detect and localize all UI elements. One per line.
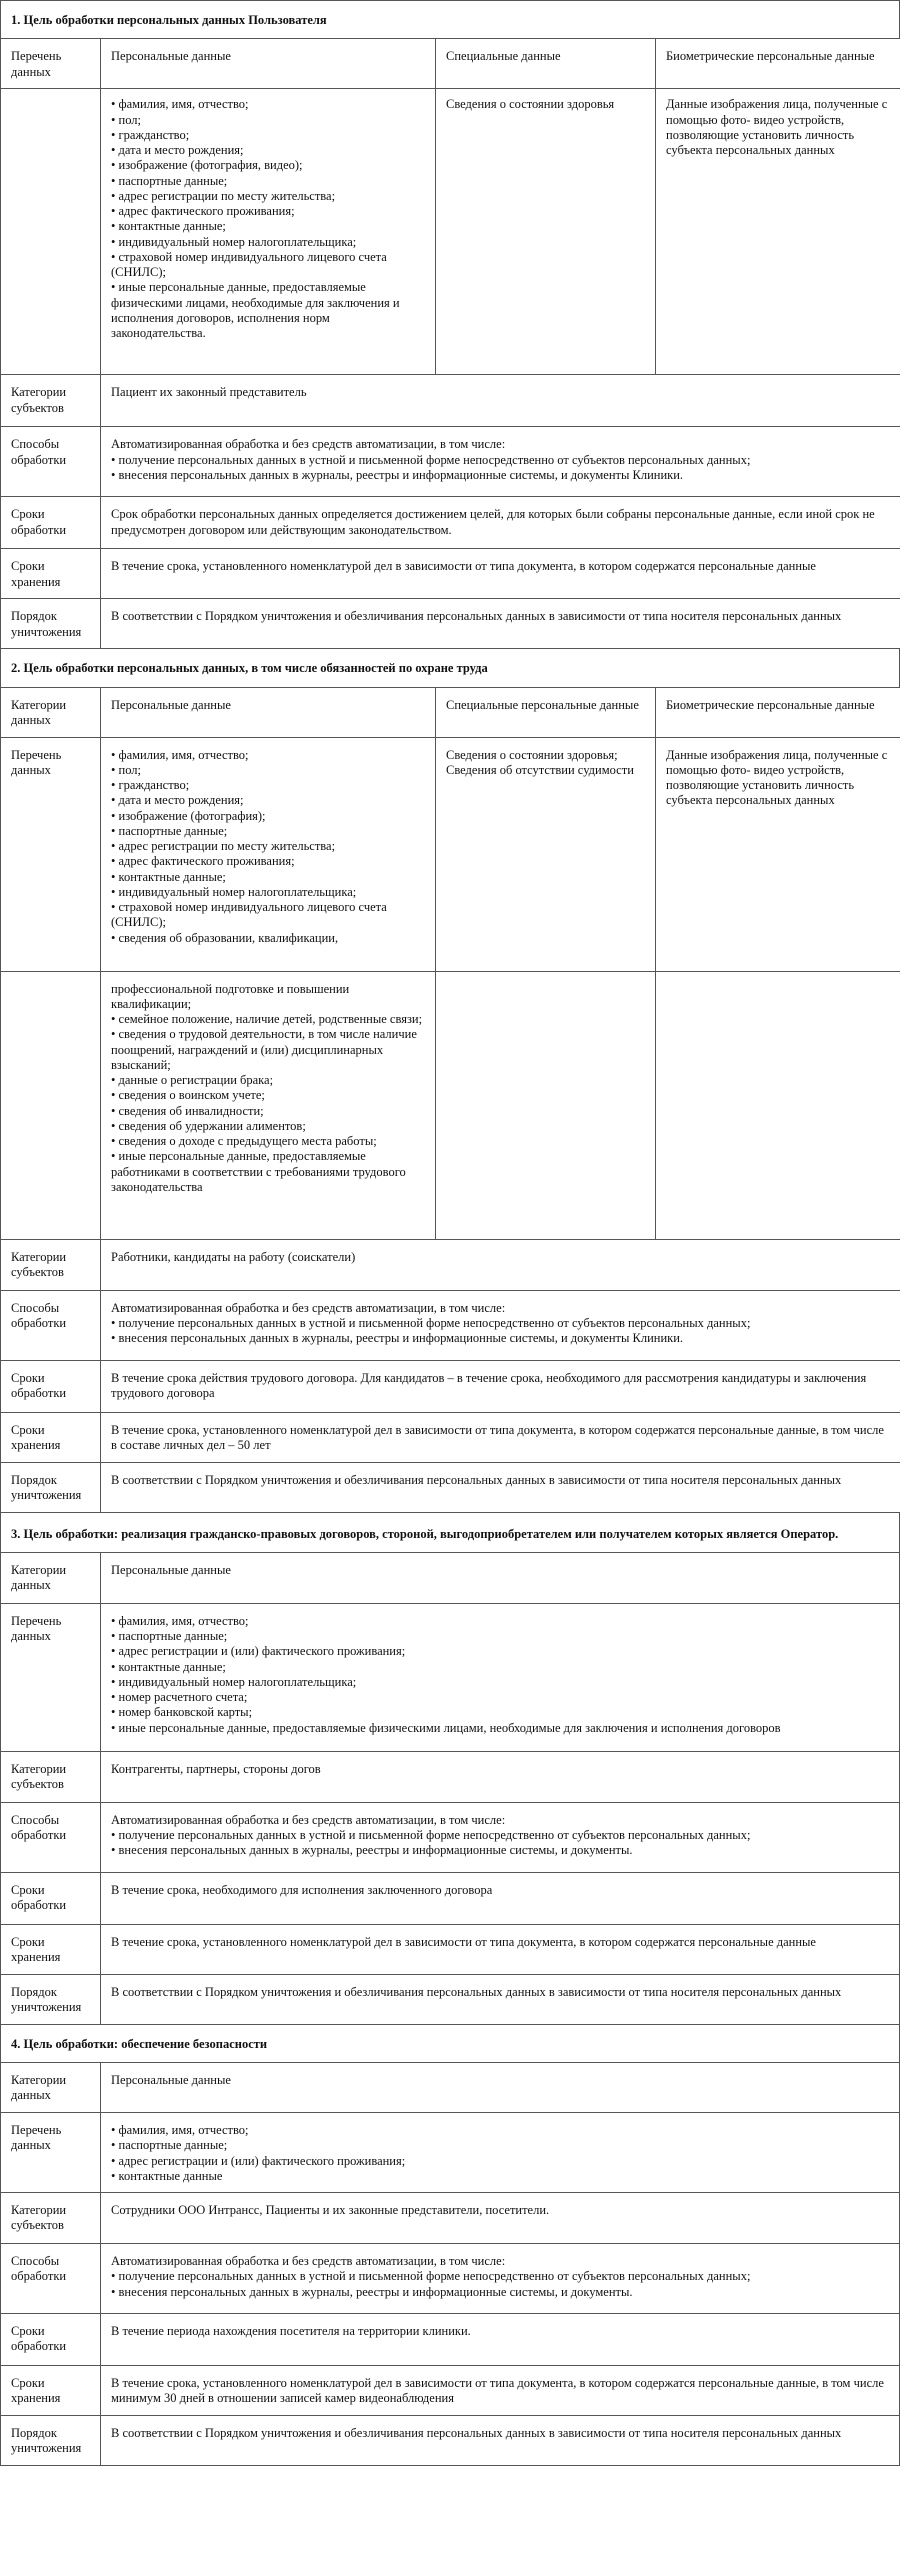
s4-destruction-text: В соответствии с Порядком уничтожения и обезличивания персональных данных в зависимости от типа носителя персональных данных xyxy=(101,2416,900,2466)
s3-storage-term-text: В течение срока, установленного номенклатурой дел в зависимости от типа документа, в котором содержатся персональные данные xyxy=(101,1924,900,1974)
s3-pd-list: • фамилия, имя, отчество; • паспортные данные; • адрес регистрации и (или) фактического проживания; • контактные данные; • индивидуальный номер налогоплательщика; • номер расчетного счета; • номер банковской карты; • иные персональные данные, предоставляемые физическими лицами, необходимые для заключения и исполнения договоров xyxy=(101,1603,900,1751)
s2-empty-label xyxy=(1,971,101,1239)
s2-categories-label: Категории субъектов xyxy=(1,1239,101,1290)
s2-pd-list-part1: • фамилия, имя, отчество; • пол; • гражданство; • дата и место рождения; • изображение (фотография); • паспортные данные; • адрес регистрации по месту жительства; • адрес фактического проживания; • контактные данные; • индивидуальный номер налогоплательщика; • страховой номер индивидуального лицевого счета (СНИЛС); • сведения об образовании, квалификации, xyxy=(101,737,436,971)
s4-methods-text: Автоматизированная обработка и без средств автоматизации, в том числе: • получение персональных данных в устной и письменной форме непосредственно от субъектов персональных данных; • внесения персональных данных в журналы, реестры и информационные системы, и документы. xyxy=(101,2244,900,2314)
section-1-title: 1. Цель обработки персональных данных Пользователя xyxy=(0,0,900,38)
s2-processing-term-label: Сроки обработки xyxy=(1,1360,101,1412)
section-4-table xyxy=(0,2062,900,2466)
s1-processing-term-label: Сроки обработки xyxy=(1,497,101,549)
s2-bio-text: Данные изображения лица, полученные с помощью фото- видео устройств, позволяющие установить личность субъекта персональных данных xyxy=(656,737,900,971)
section-3-title: 3. Цель обработки: реализация гражданско-правовых договоров, стороной, выгодоприобретателем или получателем которых является Оператор. xyxy=(0,1513,900,1552)
s1-categories-label: Категории субъектов xyxy=(1,375,101,427)
s4-categories-label: Категории субъектов xyxy=(1,2193,101,2244)
s2-special-text: Сведения о состоянии здоровья; Сведения об отсутствии судимости xyxy=(436,737,656,971)
s3-processing-term-label: Сроки обработки xyxy=(1,1872,101,1924)
s3-header-pd: Персональные данные xyxy=(101,1552,900,1603)
s3-header-label: Категории данных xyxy=(1,1552,101,1603)
s3-storage-term-label: Сроки хранения xyxy=(1,1924,101,1974)
s2-list-label: Перечень данных xyxy=(1,737,101,971)
section-2-table xyxy=(0,687,900,1513)
s1-destruction-text: В соответствии с Порядком уничтожения и обезличивания персональных данных в зависимости от типа носителя персональных данных xyxy=(101,599,900,649)
s2-categories-text: Работники, кандидаты на работу (соискатели) xyxy=(101,1239,900,1290)
s2-empty-special xyxy=(436,971,656,1239)
section-2-title: 2. Цель обработки персональных данных, в том числе обязанностей по охране труда xyxy=(0,649,900,686)
s2-destruction-label: Порядок уничтожения xyxy=(1,1462,101,1512)
s4-processing-term-text: В течение периода нахождения посетителя на территории клиники. xyxy=(101,2314,900,2366)
s4-list-label: Перечень данных xyxy=(1,2113,101,2193)
s3-methods-text: Автоматизированная обработка и без средств автоматизации, в том числе: • получение персональных данных в устной и письменной форме непосредственно от субъектов персональных данных; • внесения персональных данных в журналы, реестры и информационные системы, и документы. xyxy=(101,1802,900,1872)
s3-destruction-text: В соответствии с Порядком уничтожения и обезличивания персональных данных в зависимости от типа носителя персональных данных xyxy=(101,1974,900,2024)
s2-header-bio: Биометрические персональные данные xyxy=(656,687,900,737)
section-1-table xyxy=(0,38,900,649)
s4-processing-term-label: Сроки обработки xyxy=(1,2314,101,2366)
s2-methods-label: Способы обработки xyxy=(1,1290,101,1360)
s1-special-text: Сведения о состоянии здоровья xyxy=(436,89,656,375)
s3-list-label: Перечень данных xyxy=(1,1603,101,1751)
s1-storage-term-label: Сроки хранения xyxy=(1,549,101,599)
s4-pd-list: • фамилия, имя, отчество; • паспортные данные; • адрес регистрации и (или) фактического проживания; • контактные данные xyxy=(101,2113,900,2193)
s2-processing-term-text: В течение срока действия трудового договора. Для кандидатов – в течение срока, необходимого для рассмотрения кандидатуры и заключения трудового договора xyxy=(101,1360,900,1412)
s1-storage-term-text: В течение срока, установленного номенклатурой дел в зависимости от типа документа, в котором содержатся персональные данные xyxy=(101,549,900,599)
s3-categories-label: Категории субъектов xyxy=(1,1751,101,1802)
s3-destruction-label: Порядок уничтожения xyxy=(1,1974,101,2024)
s3-methods-label: Способы обработки xyxy=(1,1802,101,1872)
s2-header-special: Специальные персональные данные xyxy=(436,687,656,737)
s3-processing-term-text: В течение срока, необходимого для исполнения заключенного договора xyxy=(101,1872,900,1924)
section-3-table xyxy=(0,1552,900,2025)
s4-storage-term-label: Сроки хранения xyxy=(1,2366,101,2416)
s1-header-pd: Персональные данные xyxy=(101,39,436,89)
s2-destruction-text: В соответствии с Порядком уничтожения и обезличивания персональных данных в зависимости от типа носителя персональных данных xyxy=(101,1462,900,1512)
s1-pd-list: • фамилия, имя, отчество; • пол; • гражданство; • дата и место рождения; • изображение (фотография, видео); • паспортные данные; • адрес регистрации по месту жительства; • адрес фактического проживания; • контактные данные; • индивидуальный номер налогоплательщика; • страховой номер индивидуального лицевого счета (СНИЛС); • иные персональные данные, предоставляемые физическими лицами, необходимые для заключения и исполнения договоров, исполнения норм законодательства. xyxy=(101,89,436,375)
s1-categories-text: Пациент их законный представитель xyxy=(101,375,900,427)
s1-methods-label: Способы обработки xyxy=(1,427,101,497)
s1-processing-term-text: Срок обработки персональных данных определяется достижением целей, для которых были собраны персональные данные, если иной срок не предусмотрен договором или действующим законодательством. xyxy=(101,497,900,549)
s4-categories-text: Сотрудники ООО Интрансс, Пациенты и их законные представители, посетители. xyxy=(101,2193,900,2244)
s1-bio-text: Данные изображения лица, полученные с помощью фото- видео устройств, позволяющие установить личность субъекта персональных данных xyxy=(656,89,900,375)
s4-storage-term-text: В течение срока, установленного номенклатурой дел в зависимости от типа документа, в котором содержатся персональные данные, в том числе минимум 30 дней в отношении записей камер видеонаблюдения xyxy=(101,2366,900,2416)
s1-methods-text: Автоматизированная обработка и без средств автоматизации, в том числе: • получение персональных данных в устной и письменной форме непосредственно от субъектов персональных данных; • внесения персональных данных в журналы, реестры и информационные системы, и документы Клиники. xyxy=(101,427,900,497)
s2-empty-bio xyxy=(656,971,900,1239)
s3-categories-text: Контрагенты, партнеры, стороны догов xyxy=(101,1751,900,1802)
s4-header-label: Категории данных xyxy=(1,2063,101,2113)
s4-methods-label: Способы обработки xyxy=(1,2244,101,2314)
s2-header-label: Категории данных xyxy=(1,687,101,737)
s1-empty-label xyxy=(1,89,101,375)
s1-header-special: Специальные данные xyxy=(436,39,656,89)
s2-storage-term-label: Сроки хранения xyxy=(1,1412,101,1462)
s1-header-bio: Биометрические персональные данные xyxy=(656,39,900,89)
s2-methods-text: Автоматизированная обработка и без средств автоматизации, в том числе: • получение персональных данных в устной и письменной форме непосредственно от субъектов персональных данных; • внесения персональных данных в журналы, реестры и информационные системы, и документы Клиники. xyxy=(101,1290,900,1360)
s2-header-pd: Персональные данные xyxy=(101,687,436,737)
s4-header-pd: Персональные данные xyxy=(101,2063,900,2113)
s4-destruction-label: Порядок уничтожения xyxy=(1,2416,101,2466)
s1-destruction-label: Порядок уничтожения xyxy=(1,599,101,649)
section-4-title: 4. Цель обработки: обеспечение безопасности xyxy=(0,2025,900,2062)
s2-pd-list-part2: профессиональной подготовке и повышении квалификации; • семейное положение, наличие детей, родственные связи; • сведения о трудовой деятельности, в том числе наличие поощрений, награждений и (или) дисциплинарных взысканий; • данные о регистрации брака; • сведения о воинском учете; • сведения об инвалидности; • сведения об удержании алиментов; • сведения о доходе с предыдущего места работы; • иные персональные данные, предоставляемые работниками в соответствии с требованиями трудового законодательства xyxy=(101,971,436,1239)
s1-header-label: Перечень данных xyxy=(1,39,101,89)
s2-storage-term-text: В течение срока, установленного номенклатурой дел в зависимости от типа документа, в котором содержатся персональные данные, в том числе в составе личных дел – 50 лет xyxy=(101,1412,900,1462)
